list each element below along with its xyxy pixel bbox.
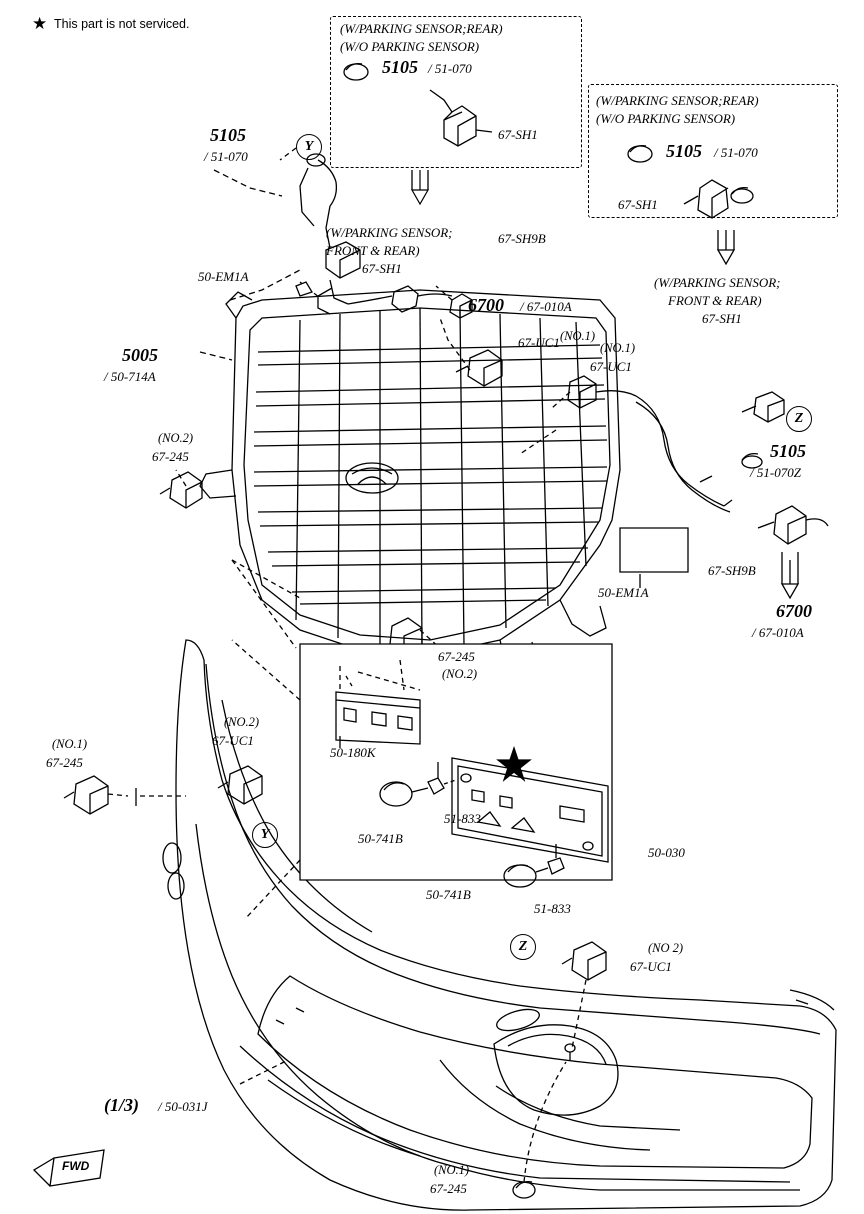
callout-box-left-subpart: 67-SH1 xyxy=(498,127,538,142)
part-5005-suffix: / 50-714A xyxy=(104,369,156,384)
part-6700-upper-number: 6700 xyxy=(468,295,504,315)
part-5105-right-suffix: / 51-070Z xyxy=(750,465,801,480)
part-67-245-no2-center: 67-245 xyxy=(438,649,475,664)
part-5105-upper-left-number: 5105 xyxy=(210,125,246,145)
callout-box-right-subpart: 67-SH1 xyxy=(618,197,658,212)
part-67-uc1-no1-right-note: (NO.1) xyxy=(600,341,636,355)
part-51-833-lower: 51-833 xyxy=(534,901,571,916)
callout-box-right-part-suffix: / 51-070 xyxy=(714,145,758,160)
condition-front-rear-right-line1: (W/PARKING SENSOR; xyxy=(654,275,781,290)
part-50-em1a-lower: 50-EM1A xyxy=(598,585,649,600)
part-6700-upper-suffix: / 67-010A xyxy=(520,299,572,314)
part-67-sh9b-lower: 67-SH9B xyxy=(708,563,756,578)
callout-box-left-part-number: 5105 xyxy=(382,57,418,77)
condition-front-rear-left-line1: (W/PARKING SENSOR; xyxy=(326,225,453,240)
legend-star-icon: ★ xyxy=(32,14,48,33)
part-67-245-no1-left: 67-245 xyxy=(46,755,83,770)
part-50-180k: 50-180K xyxy=(330,745,376,760)
part-5105-right-number: 5105 xyxy=(770,441,806,461)
part-6700-lower-number: 6700 xyxy=(776,601,812,621)
part-67-245-no1-left-note: (NO.1) xyxy=(52,737,88,751)
part-67-245-no2-left: 67-245 xyxy=(152,449,189,464)
legend-note: This part is not serviced. xyxy=(54,17,190,31)
part-67-sh9b-upper: 67-SH9B xyxy=(498,231,546,246)
marker-z-lower: Z xyxy=(510,934,536,960)
marker-y-upper: Y xyxy=(296,134,322,160)
part-5005-number: 5005 xyxy=(122,345,158,365)
part-51-833-upper: 51-833 xyxy=(444,811,481,826)
part-67-uc1-no1-right: 67-UC1 xyxy=(590,359,632,374)
part-67-245-no1-bottom: 67-245 xyxy=(430,1181,467,1196)
part-67-245-no1-bottom-note: (NO.1) xyxy=(434,1163,470,1177)
part-5105-upper-left-suffix: / 51-070 xyxy=(204,149,248,164)
fwd-arrow-label: FWD xyxy=(62,1159,90,1173)
callout-box-right-part-number: 5105 xyxy=(666,141,702,161)
part-50-031J-suffix: / 50-031J xyxy=(158,1099,208,1114)
part-50-030: 50-030 xyxy=(648,845,685,860)
condition-front-rear-right-line2: FRONT & REAR) xyxy=(668,293,762,308)
part-50-em1a-upper: 50-EM1A xyxy=(198,269,249,284)
part-67-uc1-no2-bumper: 67-UC1 xyxy=(212,733,254,748)
part-67-sh1-front-rear-left: 67-SH1 xyxy=(362,261,402,276)
callout-box-left-line1: (W/PARKING SENSOR;REAR) xyxy=(340,21,503,36)
part-50-741b-lower: 50-741B xyxy=(426,887,471,902)
part-67-245-no2-left-note: (NO.2) xyxy=(158,431,194,445)
part-67-uc1-no2-lower: 67-UC1 xyxy=(630,959,672,974)
part-67-uc1-no1-left-note: (NO.1) xyxy=(560,329,596,343)
part-67-245-no2-center-note: (NO.2) xyxy=(442,667,478,681)
callout-box-right-line1: (W/PARKING SENSOR;REAR) xyxy=(596,93,759,108)
condition-front-rear-left-line2: FRONT & REAR) xyxy=(326,243,420,258)
marker-z-upper: Z xyxy=(786,406,812,432)
part-6700-lower-suffix: / 67-010A xyxy=(752,625,804,640)
part-67-uc1-no1-left: 67-UC1 xyxy=(518,335,560,350)
part-67-sh1-front-rear-right: 67-SH1 xyxy=(702,311,742,326)
part-67-uc1-no2-lower-note: (NO 2) xyxy=(648,941,684,955)
part-67-uc1-no2-bumper-note: (NO.2) xyxy=(224,715,260,729)
part-50-031J-number: (1/3) xyxy=(104,1095,139,1115)
callout-box-left-line2: (W/O PARKING SENSOR) xyxy=(340,39,480,54)
part-50-741b-upper: 50-741B xyxy=(358,831,403,846)
callout-box-left-part-suffix: / 51-070 xyxy=(428,61,472,76)
callout-box-right-line2: (W/O PARKING SENSOR) xyxy=(596,111,736,126)
marker-y-lower: Y xyxy=(252,822,278,848)
